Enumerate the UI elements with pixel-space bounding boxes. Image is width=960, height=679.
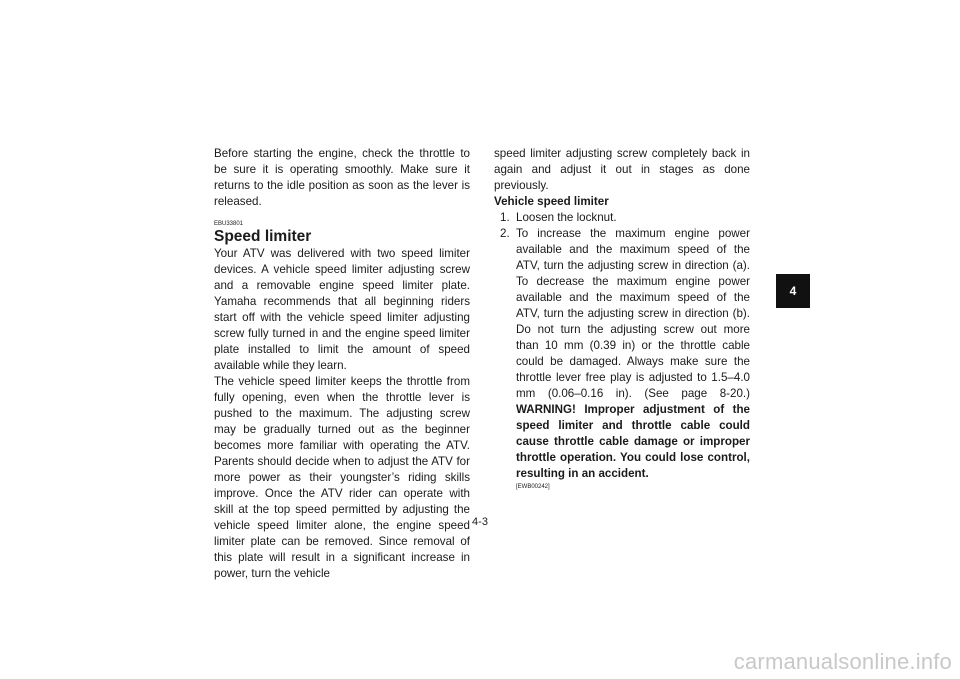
list-item: [494, 210, 750, 226]
subheading: Vehicle speed limiter: [494, 195, 609, 208]
right-column: [494, 146, 750, 492]
watermark-text: carmanualsonline.info: [733, 649, 952, 674]
page-number: 4-3: [472, 516, 488, 528]
step-number: 1.: [500, 211, 510, 224]
step-number: 2.: [500, 227, 510, 240]
chapter-tab: 4: [776, 274, 810, 308]
body-paragraph-2: The vehicle speed limiter keeps the throttle from fully opening, even when the throttle lever is pushed to the maximum. The adjusting screw may be gradually turned out as the beginner becomes more familiar with operating the ATV. Parents should decide when to adjust the ATV for more power as their youngster’s riding skills improve. Once the ATV rider can operate with skill at the top speed permitted by adjusting the vehicle speed limiter alone, the engine speed limiter plate can be removed. Since removal of this plate will result in a significant increase in power, turn the vehicle: [214, 375, 470, 580]
steps-list: [494, 210, 750, 492]
section-code: EBU33801: [214, 221, 244, 227]
body-paragraph-1: Your ATV was delivered with two speed limiter devices. A vehicle speed limiter adjusting screw and a removable engine speed limiter plate. Yamaha recommends that all beginning riders start off with the vehicle speed limiter adjusting screw fully turned in and the engine speed limiter plate installed to limit the amount of speed available while they learn.: [214, 247, 470, 372]
step-text: To increase the maximum engine power available and the maximum speed of the ATV, turn the adjusting screw in direction (a). To decrease the maximum engine power available and the maximum speed of the ATV, turn the adjusting screw in direction (b). Do not turn the adjusting screw out more than 10 mm (0.39 in) or the throttle cable could be damaged. Always make sure the throttle lever free play is adjusted to 1.5–4.0 mm (0.06–0.16 in). (See page 8-20.): [516, 227, 750, 400]
section-heading: Speed limiter: [214, 228, 312, 245]
warning-text: WARNING! Improper adjustment of the speed limiter and throttle cable could cause throttle cable damage or improper throttle operation. You could lose control, resulting in an accident.: [516, 403, 750, 480]
continuation-paragraph: speed limiter adjusting screw completely back in again and adjust it out in stages as done previously.: [494, 147, 750, 192]
left-column: [214, 146, 470, 582]
intro-paragraph: Before starting the engine, check the throttle to be sure it is operating smoothly. Make sure it returns to the idle position as soon as the lever is released.: [214, 147, 470, 208]
step-text: Loosen the locknut.: [516, 211, 617, 224]
list-item: [494, 226, 750, 492]
warning-code: [EWB00242]: [516, 484, 550, 490]
